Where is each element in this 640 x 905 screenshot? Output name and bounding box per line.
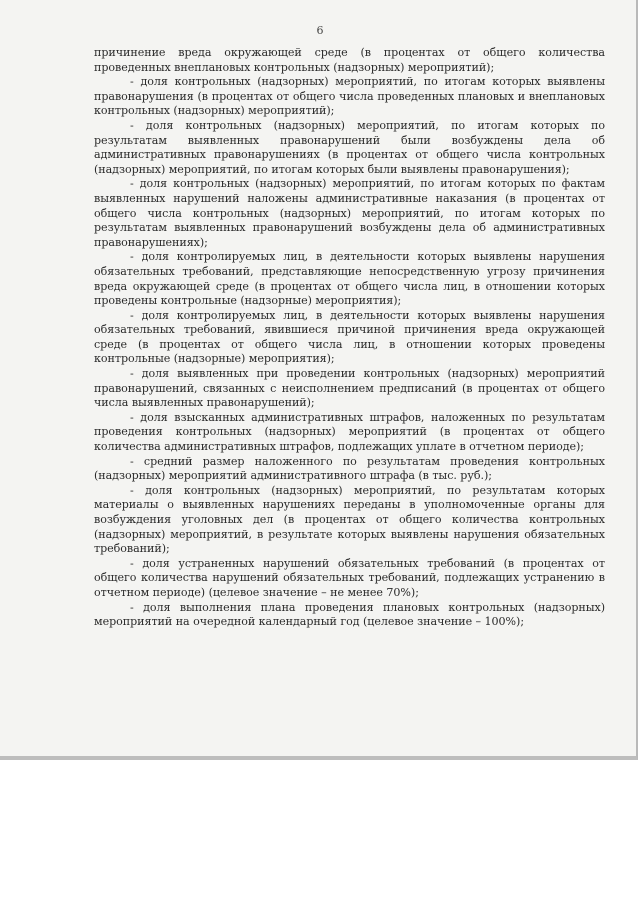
list-item-unfulfilled-orders-share: - доля выявленных при проведении контрольных (надзорных) мероприятий правонарушений, связанных с неисполнением предписаний (в процентах от общего числа выявленных правонарушений); — [94, 367, 605, 410]
list-item-fines-collected-share: - доля взысканных административных штрафов, наложенных по результатам проведения контрольных (надзорных) мероприятий (в процентах от общего количества административных штрафов, подлежащих уплате в отчетном периоде); — [94, 410, 605, 454]
list-item-penalties-imposed-share: - доля контрольных (надзорных) мероприятий, по итогам которых по фактам выявленных нарушений наложены административные наказания (в процентах от общего числа контрольных (надзорных) мероприятий, по итогам которых по результатам выявленных правонарушений возбуждены дела об административных правонарушениях); — [94, 177, 605, 249]
list-item-violations-share: - доля контрольных (надзорных) мероприятий, по итогам которых выявлены правонарушения (в процентах от общего числа проведенных плановых и внеплановых контрольных (надзорных) мероприятий); — [94, 75, 605, 118]
list-item-harm-caused-share: - доля контролируемых лиц, в деятельности которых выявлены нарушения обязательных требований, явившиеся причиной причинения вреда окружающей среде (в процентах от общего числа лиц, в отношении которых проведены контрольные (надзорные) мероприятия); — [94, 308, 605, 366]
list-item-cases-initiated-share: - доля контрольных (надзорных) мероприятий, по итогам которых по результатам выявленных правонарушений были возбуждены дела об административных правонарушениях (в процентах от общего числа контрольных (надзорных) мероприятий, по итогам которых были выявлены правонарушения); — [94, 118, 605, 176]
document-body — [94, 46, 605, 630]
blank-area — [0, 764, 640, 905]
list-item-average-fine: - средний размер наложенного по результатам проведения контрольных (надзорных) мероприятий административного штрафа (в тыс. руб.); — [94, 454, 605, 483]
list-item-criminal-referrals-share: - доля контрольных (надзорных) мероприятий, по результатам которых материалы о выявленных нарушениях переданы в уполномоченные органы для возбуждения уголовных дел (в процентах от общего количества контрольных (надзорных) мероприятий, в результате которых выявлены нарушения обязательных требований); — [94, 483, 605, 556]
paragraph-continuation: причинение вреда окружающей среде (в процентах от общего количества проведенных внеплановых контрольных (надзорных) мероприятий); — [94, 46, 605, 74]
page-number: 6 — [316, 24, 324, 37]
list-item-plan-completion-share: - доля выполнения плана проведения плановых контрольных (надзорных) мероприятий на очередной календарный год (целевое значение – 100%); — [94, 600, 605, 629]
list-item-direct-threat-share: - доля контролируемых лиц, в деятельности которых выявлены нарушения обязательных требований, представляющие непосредственную угрозу причинения вреда окружающей среде (в процентах от общего числа лиц, в отношении которых проведены контрольные (надзорные) мероприятия); — [94, 250, 605, 308]
list-item-remedied-violations-share: - доля устраненных нарушений обязательных требований (в процентах от общего количества нарушений обязательных требований, подлежащих устранению в отчетном периоде) (целевое значение – не менее 70%); — [94, 556, 605, 599]
